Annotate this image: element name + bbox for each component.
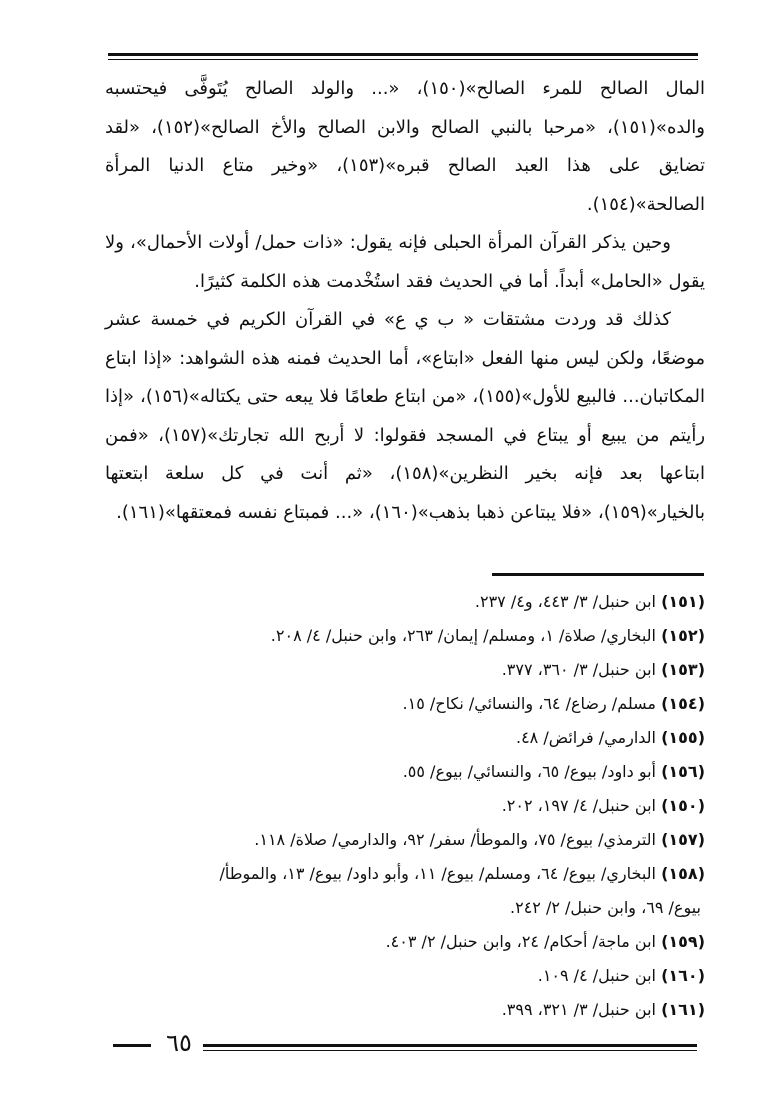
footnotes (105, 585, 705, 1027)
header-rule (108, 53, 698, 56)
footnote-158 (105, 857, 705, 891)
footnote-159 (105, 925, 705, 959)
footnote-156 (105, 755, 705, 789)
footnote-161 (105, 993, 705, 1027)
footnote-157 (105, 823, 705, 857)
paragraph-1: المال الصالح للمرء الصالح»(١٥٠)، «... والولد الصالح يُتَوفَّى فيحتسبه والده»(١٥١)، «مرحبا بالنبي الصالح والابن الصالح والأخ الصالح»(١٥٢)، «لقد تضايق على هذا العبد الصالح قبره»(١٥٣)، «وخير متاع الدنيا المرأة الصالحة»(١٥٤). (105, 78, 706, 215)
footnote-text: ابن حنبل/ ٤/ ١٠٩. (537, 966, 656, 985)
footnote-text: ابن حنبل/ ٤/ ١٩٧، ٢٠٢. (501, 796, 656, 815)
footnote-text: البخاري/ صلاة/ ١، ومسلم/ إيمان/ ٢٦٣، وابن حنبل/ ٤/ ٢٠٨. (270, 626, 656, 645)
page-number: ٦٥ (166, 1029, 192, 1057)
footnote-150 (105, 789, 705, 823)
footnote-separator (492, 573, 704, 576)
footnote-160 (105, 959, 705, 993)
footnote-text: ابن حنبل/ ٣/ ٣٢١، ٣٩٩. (501, 1000, 656, 1019)
footnote-number: (١٥٠) (661, 796, 705, 815)
footer-rule (203, 1044, 697, 1047)
footnote-number: (١٥٥) (661, 728, 705, 747)
footnote-number: (١٥٢) (661, 626, 705, 645)
footnote-158-continued: بيوع/ ٦٩، وابن حنبل/ ٢/ ٢٤٢. (510, 898, 701, 917)
footnote-153 (105, 653, 705, 687)
footnote-155 (105, 721, 705, 755)
footnote-text: الدارمي/ فرائض/ ٤٨. (515, 728, 656, 747)
footnote-number: (١٥٣) (661, 660, 705, 679)
footnote-number: (١٥٩) (661, 932, 705, 951)
main-text (105, 70, 705, 532)
footnote-text: الترمذي/ بيوع/ ٧٥، والموطأ/ سفر/ ٩٢، والدارمي/ صلاة/ ١١٨. (254, 830, 656, 849)
footnote-number: (١٦١) (661, 1000, 705, 1019)
footnote-number: (١٥١) (661, 592, 705, 611)
footnote-number: (١٥٧) (661, 830, 705, 849)
footnote-number: (١٥٤) (661, 694, 705, 713)
footer-short-rule (113, 1044, 151, 1047)
footnote-text: مسلم/ رضاع/ ٦٤، والنسائي/ نكاح/ ١٥. (402, 694, 656, 713)
paragraph-3: كذلك قد وردت مشتقات « ب ي ع» في القرآن الكريم في خمسة عشر موضعًا، ولكن ليس منها الفعل «ابتاع»، أما الحديث فمنه هذه الشواهد: «إذا ابتاع المكاتبان... فالبيع للأول»(١٥٥)، «من ابتاع طعامًا فلا يبعه حتى يكتاله»(١٥٦)، «إذا رأيتم من يبيع أو يبتاع في المسجد فقولوا: لا أربح الله تجارتك»(١٥٧)، «فمن ابتاعها بعد فإنه بخير النظرين»(١٥٨)، «ثم أنت في كل سلعة ابتعتها بالخيار»(١٥٩)، «فلا يبتاعن ذهبا بذهب»(١٦٠)، «... فمبتاع نفسه فمعتقها»(١٦١). (105, 309, 706, 523)
footnote-152 (105, 619, 705, 653)
footnote-text: البخاري/ بيوع/ ٦٤، ومسلم/ بيوع/ ١١، وأبو داود/ بيوع/ ١٣، والموطأ/ (219, 864, 656, 883)
footnote-151 (105, 585, 705, 619)
footnote-number: (١٥٨) (661, 864, 705, 883)
footnote-text: أبو داود/ بيوع/ ٦٥، والنسائي/ بيوع/ ٥٥. (402, 762, 656, 781)
footnote-number: (١٥٦) (661, 762, 705, 781)
footnote-text: ابن حنبل/ ٣/ ٣٦٠، ٣٧٧. (501, 660, 656, 679)
paragraph-2: وحين يذكر القرآن المرأة الحبلى فإنه يقول: «ذات حمل/ أولات الأحمال»، ولا يقول «الحامل» أبداً. أما في الحديث فقد استُخْدمت هذه الكلمة كثيرًا. (105, 232, 705, 292)
footnote-154 (105, 687, 705, 721)
footnote-text: ابن حنبل/ ٣/ ٤٤٣، و٤/ ٢٣٧. (474, 592, 656, 611)
footnote-text: ابن ماجة/ أحكام/ ٢٤، وابن حنبل/ ٢/ ٤٠٣. (385, 932, 656, 951)
footnote-number: (١٦٠) (661, 966, 705, 985)
